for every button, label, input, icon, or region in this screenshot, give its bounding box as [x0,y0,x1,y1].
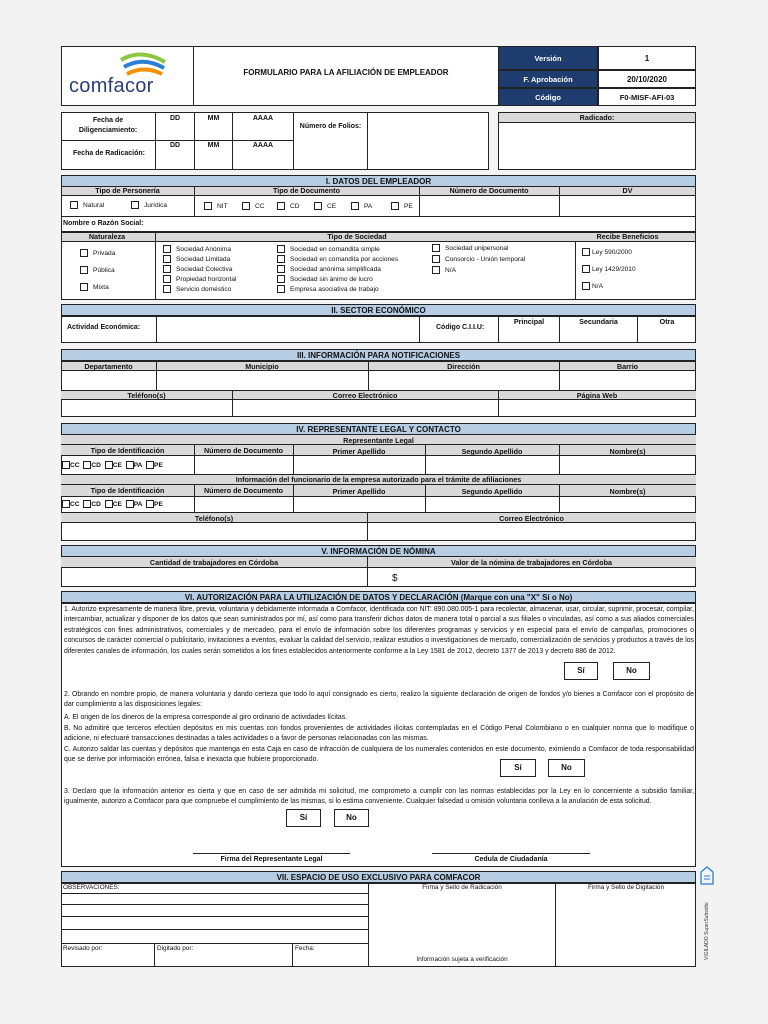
official-label: Información del funcionario de la empresa autorizado para el trámite de afiliaciones [235,475,522,484]
telefono-label: Teléfono(s) [127,391,166,400]
anonima-simplificada[interactable]: Sociedad anónima simplificada [277,265,381,275]
radicado-label: Radicado: [498,112,696,123]
dv-label: DV [622,186,633,195]
section-3-title: III. INFORMACIÓN PARA NOTIFICACIONES [61,349,696,361]
folios-label: Número de Folios: [299,123,362,130]
cedula-label: Cedula de Ciudadanía [474,856,548,863]
radicacion-label: Firma y Sello de Radicación [422,884,502,891]
fill-date-label: Fecha de Diligenciamiento: [78,117,138,134]
p3-yes-button[interactable]: Sí [286,809,321,827]
sociedad-na[interactable]: N/A [432,266,456,276]
doc-type-pa[interactable]: PA [351,202,372,212]
razon-social-label: Nombre o Razón Social: [63,220,144,227]
rep-names-label: Nombre(s) [609,447,646,456]
servicio-domestico[interactable]: Servicio doméstico [163,285,231,295]
sociedad-unipersonal[interactable]: Sociedad unipersonal [432,244,508,254]
digitacion-label: Firma y Sello de Digitación [587,884,664,891]
digitado-label: Digitado por: [157,945,194,952]
rep-second-surname-label: Segundo Apellido [461,447,523,456]
correo-label: Correo Electrónico [332,391,398,400]
sociedad-limitada[interactable]: Sociedad Limitada [163,255,230,265]
declaration-item-a: A. El origen de los dineros de la empresa corresponde al giro ordinario de actividades lícitas. [64,714,348,721]
section-2-title: II. SECTOR ECONÓMICO [61,304,696,316]
p2-no-button[interactable]: No [548,759,585,777]
folios-input[interactable] [368,113,488,169]
doc-type-label: Tipo de Documento [273,186,340,195]
revisado-label: Revisado por: [63,945,103,952]
sociedad-label: Tipo de Sociedad [327,232,387,241]
barrio-label: Barrio [616,362,639,371]
aaaa-label: AAAA [252,115,274,122]
dd-label-2: DD [169,142,181,149]
section-1-title: I. DATOS DEL EMPLEADOR [61,175,696,187]
dd-label: DD [169,115,181,122]
empresa-asociativa[interactable]: Empresa asociativa de trabajo [277,285,379,295]
doc-type-ce[interactable]: CE [314,202,336,212]
sociedad-colectiva[interactable]: Sociedad Colectiva [163,265,232,275]
propiedad-horizontal[interactable]: Propiedad horizontal [163,275,236,285]
activity-input[interactable] [156,317,420,342]
signature-line[interactable] [193,853,350,854]
doc-number-label: Número de Documento [449,186,529,195]
approval-label: F. Aprobación [498,70,598,88]
beneficios-label: Recibe Beneficios [596,232,659,241]
naturaleza-publica[interactable]: Pública [80,266,115,276]
logo-area [61,46,194,106]
sin-animo-lucro[interactable]: Sociedad sin ánimo de lucro [277,275,373,285]
web-label: Página Web [576,391,618,400]
persona-juridica[interactable]: Jurídica [131,201,167,211]
code-label: Código [498,88,598,106]
municipio-label: Municipio [245,362,279,371]
off-names-label: Nombre(s) [609,487,646,496]
persona-natural[interactable]: Natural [70,201,104,211]
naturaleza-privada[interactable]: Privada [80,249,115,259]
supersubsidio-seal-icon [700,866,714,886]
payroll-label: Valor de la nómina de trabajadores en Córdoba [451,558,612,567]
section-7-title: VII. ESPACIO DE USO EXCLUSIVO PARA COMFACOR [61,871,696,883]
consorcio[interactable]: Consorcio - Unión temporal [432,255,525,265]
doc-type-cc[interactable]: CC [242,202,265,212]
signature-label: Firma del Representante Legal [220,856,323,863]
comandita-simple[interactable]: Sociedad en comandita simple [277,245,380,255]
mm-label-2: MM [207,142,220,149]
p3-no-button[interactable]: No [334,809,369,827]
workers-label: Cantidad de trabajadores en Córdoba [149,558,279,567]
mm-label: MM [207,115,220,122]
p1-no-button[interactable]: No [613,662,650,680]
ciiu-otra: Otra [659,317,675,326]
activity-label: Actividad Económica: [67,324,141,331]
rep-id-type-label: Tipo de Identificación [90,446,165,455]
vigilado-text: VIGILADO SuperSubsidio [704,902,710,960]
off-doc-number-label: Número de Documento [203,486,284,495]
razon-social-input[interactable] [152,217,695,231]
declaration-paragraph-2: 2. Obrando en nombre propio, de manera voluntaria y dando certeza que todo lo aquí consignado es cierto, realizo la siguiente declaración de origen de fondos y/o bienes a Comfacor con el propósito de dar cumplimiento a las disposiciones legales: [64,691,694,709]
authorization-paragraph-1: 1. Autorizo expresamente de manera libre, previa, voluntaria y debidamente informada a Comfacor, identificada con NIT: 890.080.005-1 para recolectar, almacenar, usar, circular, suprimir, procesar, compilar, intercambiar, actualizar y disponer de los datos que sean suministrados por mí, así como para transferir dichos datos de manera total o parcial a sus filiales o vinculadas, así como a sus aliados comerciales estratégicos con fines administrativos, comerciales y de mercadeo, para el envío de información sobre los diferentes programas y servicios y en especial para el envío de campañas, promociones o concursos de carácter comercial o publicitario, invitaciones a eventos, evaluar la calidad del servicio, realizar estudios o investigaciones de mercado, comercialización de servicios y productos a través de los diferentes canales de información, los cuales serán sometidos a los fines establecidos anteriormente conforme a la Ley 1581 de 2012, decreto 1377 de 2013 y decreto 886 de 2012. [64,606,694,655]
departamento-label: Departamento [84,362,133,371]
section-6-title: VI. AUTORIZACIÓN PARA LA UTILIZACIÓN DE DATOS Y DECLARACIÓN (Marque con una "X" Sí o No) [61,591,696,603]
rep-doc-number-label: Número de Documento [203,446,284,455]
observations-label: OBSERVACIONES: [63,884,120,891]
persona-label: Tipo de Personería [95,186,160,195]
sociedad-anonima[interactable]: Sociedad Anónima [163,245,231,255]
logo-text: comfacor [69,75,154,97]
direccion-label: Dirección [447,362,480,371]
section-5-title: V. INFORMACIÓN DE NÓMINA [61,545,696,557]
doc-type-nit[interactable]: NIT [204,202,228,212]
version-value: 1 [598,46,696,70]
rep-id-options[interactable]: CC CD CE PA PE [62,461,163,471]
filing-date-label: Fecha de Radicación: [73,150,145,157]
ley-1429[interactable]: Ley 1429/2010 [582,265,636,275]
fecha-label: Fecha: [295,945,315,952]
off-correo-label: Correo Electrónico [499,514,564,523]
section-7-box [61,883,696,967]
off-telefono-label: Teléfono(s) [194,514,234,523]
section-4-title: IV. REPRESENTANTE LEGAL Y CONTACTO [61,423,696,435]
beneficios-na[interactable]: N/A [582,282,603,292]
off-id-options[interactable]: CC CD CE PA PE [62,500,163,510]
off-id-type-label: Tipo de Identificación [90,486,165,495]
declaration-item-c: C. Autorizo saldar las cuentas y depósitos que mantenga en esta Caja en caso de infracción de cualquiera de los numerales contenidos en este documento, eximiendo a Comfacor de toda responsabilidad que se derive por información errónea, falsa e inexacta que hubiere proporcionado. [64,746,694,764]
approval-value: 20/10/2020 [598,70,696,88]
ciiu-label: Código C.I.I.U: [436,324,485,331]
p1-yes-button[interactable]: Sí [564,662,598,680]
naturaleza-label: Naturaleza [88,232,126,241]
ciiu-secundaria: Secundaria [579,317,618,326]
verification-note: Información sujeta a verificación [416,956,508,963]
doc-type-pe[interactable]: PE [391,202,413,212]
off-first-surname-label: Primer Apellido [332,487,386,496]
ciiu-principal: Principal [513,317,545,326]
rep-first-surname-label: Primer Apellido [332,447,386,456]
currency-symbol: $ [392,573,398,584]
aaaa-label-2: AAAA [252,142,274,149]
rep-legal-label: Representante Legal [343,436,414,445]
doc-type-cd[interactable]: CD [277,202,300,212]
p2-yes-button[interactable]: Sí [500,759,536,777]
declaration-item-b: B. No admitiré que terceros efectúen depósitos en mis cuentas con fondos provenientes de actividades ilícitas contempladas en el Código Penal Colombiano o en cualquier norma que lo modifique o adicione, ni efectuaré transacciones destinadas a tales actividades o a favor de personas relacionadas con las mismas. [64,725,694,743]
form-title: FORMULARIO PARA LA AFILIACIÓN DE EMPLEADOR [243,68,449,77]
ley-590[interactable]: Ley 590/2000 [582,248,632,258]
comandita-acciones[interactable]: Sociedad en comandita por acciones [277,255,398,265]
cedula-line[interactable] [432,853,590,854]
code-value: F0-MISF-AFI-03 [598,88,696,106]
declaration-paragraph-3: 3. Declaro que la información anterior es cierta y que en caso de ser admitida mi solicitud, me comprometo a cumplir con las normas establecidas por la Ley en lo concerniente a subsidio familiar, igualmente, autorizo a Comfacor para que compruebe el cumplimiento de las mismas, si lo estima conveniente. Cualquier falsedad u omisión voluntaria conlleva a la anulación de esta solicitud. [64,788,694,806]
version-label: Versión [498,46,598,70]
naturaleza-mixta[interactable]: Mixta [80,283,109,293]
off-second-surname-label: Segundo Apellido [461,487,523,496]
